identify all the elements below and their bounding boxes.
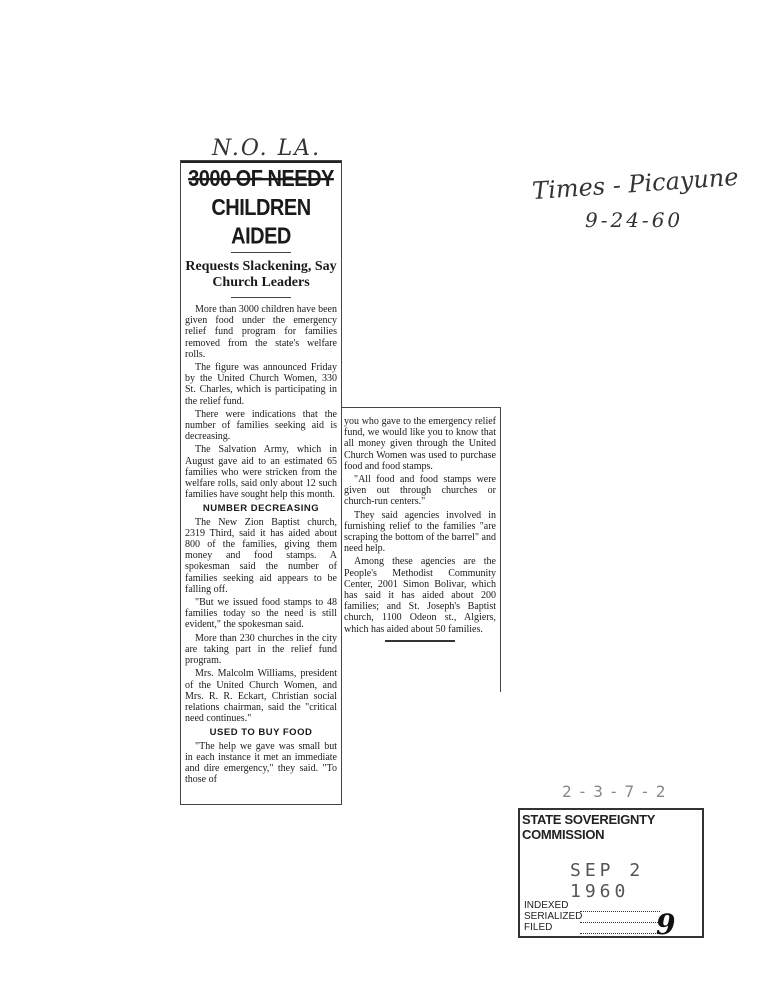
paragraph: "The help we gave was small but in each instance it met an immediate and dire emergency," they said. "To those of	[185, 740, 337, 786]
article-column-2	[342, 407, 501, 692]
article-end-rule	[385, 640, 455, 642]
section-heading: NUMBER DECREASING	[202, 503, 320, 515]
article-column-1	[180, 160, 342, 805]
paragraph: "But we issued food stamps to 48 families today so the need is still evident," the spokesman said.	[185, 597, 337, 631]
stamp-title: STATE SOVEREIGNTY COMMISSION	[522, 812, 655, 842]
stamp-date: SEP 2 1960	[570, 860, 645, 902]
article-subheadline: Requests Slackening, Say Church Leaders	[185, 259, 337, 290]
paragraph: Mrs. Malcolm Williams, president of the United Church Women, and Mrs. R. R. Eckart, Christian social relations chairman, said the "critical need continues."	[185, 668, 337, 725]
stamp-line	[580, 911, 660, 912]
stamp-label-serialized: SERIALIZED	[524, 911, 583, 922]
paragraph: The New Zion Baptist church, 2319 Third, said it has aided about 800 of the families, giving them money and food stamps. A spokesman said the number of families seeking aid appears to be falling off.	[185, 516, 337, 595]
stamp-signature: 9	[656, 908, 676, 941]
paragraph: More than 230 churches in the city are taking part in the relief fund program.	[185, 632, 337, 667]
commission-stamp	[518, 782, 706, 942]
paragraph: More than 3000 children have been given food under the emergency relief fund program for families removed from the state's welfare rolls.	[185, 304, 337, 360]
handwritten-date: 9-24-60	[585, 208, 684, 232]
subheadline-rule	[231, 297, 291, 298]
paragraph: They said agencies involved in furnishing relief to the families "are scraping the bottom of the barrel" and need help.	[344, 509, 496, 555]
paragraph: There were indications that the number of families seeking aid is decreasing.	[185, 408, 337, 443]
paragraph: The figure was announced Friday by the United Church Women, 330 St. Charles, which is participating in the relief fund.	[185, 362, 337, 407]
stamp-line	[580, 922, 660, 923]
headline-rule	[231, 252, 291, 253]
paragraph: Among these agencies are the People's Methodist Community Center, 2001 Simon Bolivar, which has said it has aided about 200 families; and St. Joseph's Baptist church, 1100 Odeon st., Algiers, which has aided about 50 families.	[344, 556, 496, 635]
paragraph: The Salvation Army, which in August gave aid to an estimated 65 families who were stricken from the welfare rolls, said only about 12 such families have sought help this month.	[185, 444, 337, 501]
paragraph: you who gave to the emergency relief fund, we would like you to know that all money given through the United Church Women was used to purchase food and food stamps.	[344, 416, 496, 472]
handwritten-publication: Times - Picayune	[531, 162, 740, 206]
headline-struck-line: 3000 OF NEEDY	[188, 166, 334, 192]
section-heading: USED TO BUY FOOD	[209, 727, 313, 739]
stamp-label-indexed: INDEXED	[524, 900, 569, 911]
handwritten-location: N.O. LA.	[212, 136, 322, 161]
stamp-top-mark: 2-3-7-2	[562, 782, 672, 801]
stamp-label-filed: FILED	[524, 922, 553, 933]
stamp-line	[580, 933, 660, 934]
headline-line-2: CHILDREN AIDED	[211, 195, 311, 250]
paragraph: "All food and food stamps were given out through churches or church-run centers."	[344, 474, 496, 508]
article-headline	[185, 165, 337, 251]
